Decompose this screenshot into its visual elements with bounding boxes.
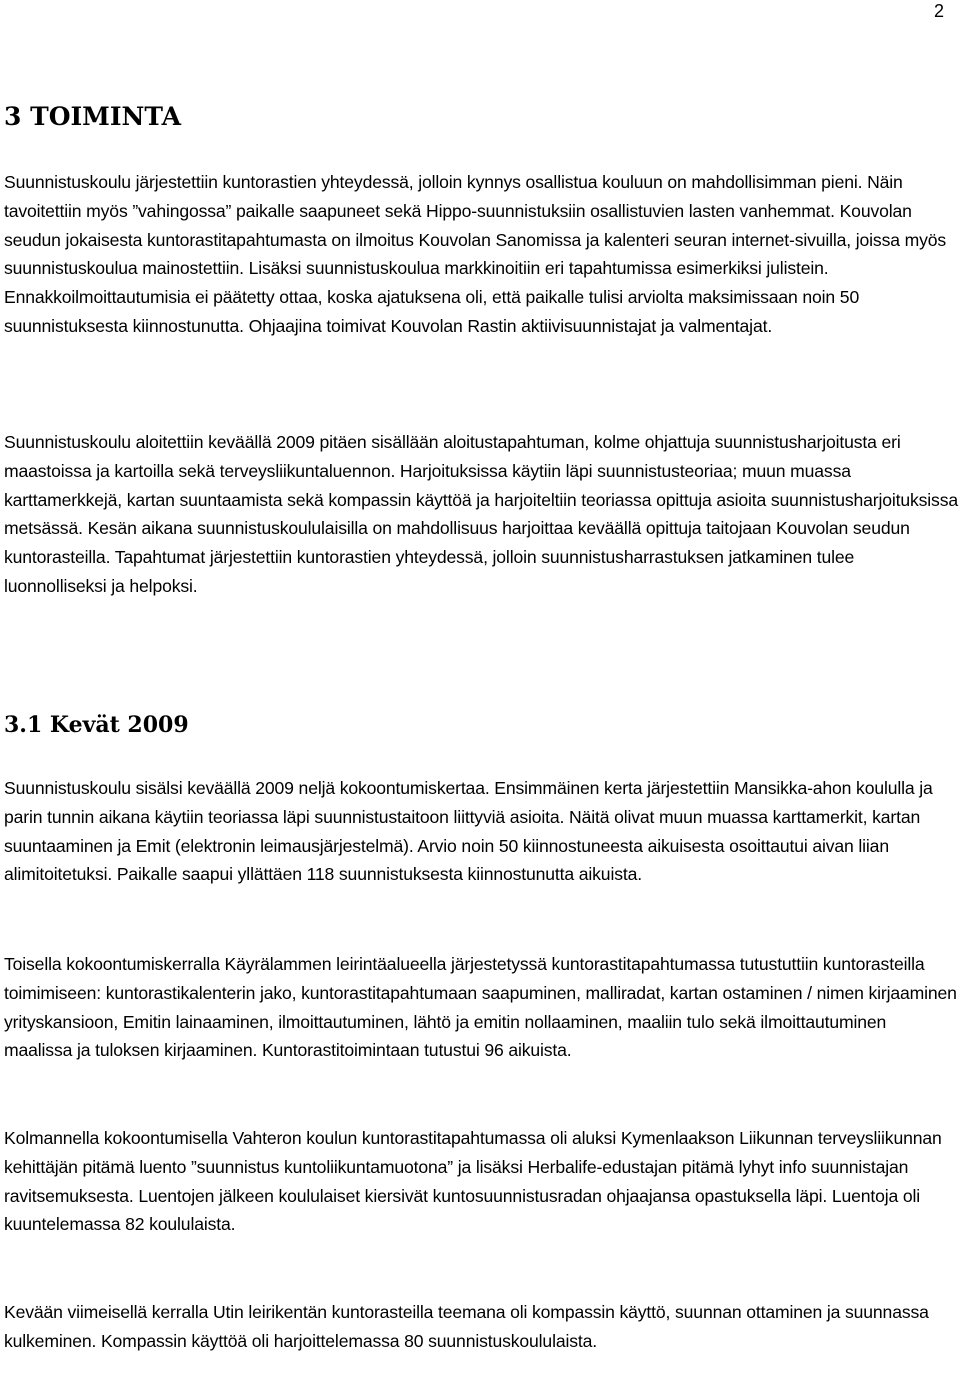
paragraph-organization: Suunnistuskoulu järjestettiin kuntorastien yhteydessä, jolloin kynnys osallistua kouluun on mahdollisimman pieni. Näin tavoitettiin myös ”vahingossa” paikalle saapuneet sekä Hippo-suunnistuksiin osallistuvien lasten vanhemmat. Kouvolan seudun jokaisesta kuntorastitapahtumasta on ilmoitus Kouvolan Sanomissa ja kalenteri seuran internet-sivuilla, joissa myös suunnistuskoulua mainostettiin. Lisäksi suunnistuskoulua markkinoitiin eri tapahtumissa esimerkiksi julistein. Ennakkoilmoittautumisia ei päätetty ottaa, koska ajatuksena oli, että paikalle tulisi arviolta maksimissaan noin 50 suunnistuksesta kiinnostunutta. Ohjaajina toimivat Kouvolan Rastin aktiivisuunnistajat ja valmentajat.: [4, 172, 947, 336]
subsection-heading: 3.1 Kevät 2009: [4, 712, 189, 738]
paragraph-last-meeting: Kevään viimeisellä kerralla Utin leirikentän kuntorasteilla teemana oli kompassin käyttö, suunnan ottaminen ja suunnassa kulkeminen. Kompassin käyttöä oli harjoittelemassa 80 suunnistuskoululaista.: [4, 1302, 929, 1351]
page-number: 2: [933, 1, 944, 21]
paragraph-spring-program: Suunnistuskoulu aloitettiin keväällä 2009 pitäen sisällään aloitustapahtuman, kolme ohjattuja suunnistusharjoitusta eri maastoissa ja kartoilla sekä terveysliikuntaluennon. Harjoituksissa käytiin läpi suunnistusteoriaa; muun muassa karttamerkkejä, kartan suuntaamista sekä kompassin käyttöä ja harjoiteltiin teoriassa opittuja asioita suunnistusharjoituksissa metsässä. Kesän aikana suunnistuskoululaisilla on mahdollisuus harjoittaa keväällä opittuja taitojaan Kouvolan seudun kuntorasteilla. Tapahtumat järjestettiin kuntorastien yhteydessä, jolloin suunnistusharrastuksen jatkaminen tulee luonnolliseksi ja helpoksi.: [4, 432, 958, 596]
section-heading: 3 TOIMINTA: [4, 102, 182, 131]
paragraph-third-meeting: Kolmannella kokoontumisella Vahteron koulun kuntorastitapahtumassa oli aluksi Kymenlaakson Liikunnan terveysliikunnan kehittäjän pitämä luento ”suunnistus kuntoliikuntamuotona” ja lisäksi Herbalife-edustajan pitämä lyhyt info suunnistajan ravitsemuksesta. Luentojen jälkeen koululaiset kiersivät kuntosuunnistusradan ohjaajansa opastuksella läpi. Luentoja oli kuuntelemassa 82 koululaista.: [4, 1128, 942, 1235]
paragraph-first-meeting: Suunnistuskoulu sisälsi keväällä 2009 neljä kokoontumiskertaa. Ensimmäinen kerta järjestettiin Mansikka-ahon koululla ja parin tunnin aikana käytiin teoriassa läpi suunnistustaitoon liittyviä asioita. Näitä olivat muun muassa karttamerkit, kartan suuntaaminen ja Emit (elektronin leimausjärjestelmä). Arvio noin 50 kiinnostuneesta aikuisesta osoittautui aivan liian alimitoitetuksi. Paikalle saapui yllättäen 118 suunnistuksesta kiinnostunutta aikuista.: [4, 778, 933, 885]
paragraph-second-meeting: Toisella kokoontumiskerralla Käyrälammen leirintäalueella järjestetyssä kuntorastitapahtumassa tutustuttiin kuntorasteilla toimimiseen: kuntorastikalenterin jako, kuntorastitapahtumaan saapuminen, malliradat, kartan ostaminen / nimen kirjaaminen yrityskansioon, Emitin lainaaminen, ilmoittautuminen, lähtö ja emitin nollaaminen, maaliin tulo sekä ilmoittautuminen maalissa ja tuloksen kirjaaminen. Kuntorastitoimintaan tutustui 96 aikuista.: [4, 954, 957, 1061]
